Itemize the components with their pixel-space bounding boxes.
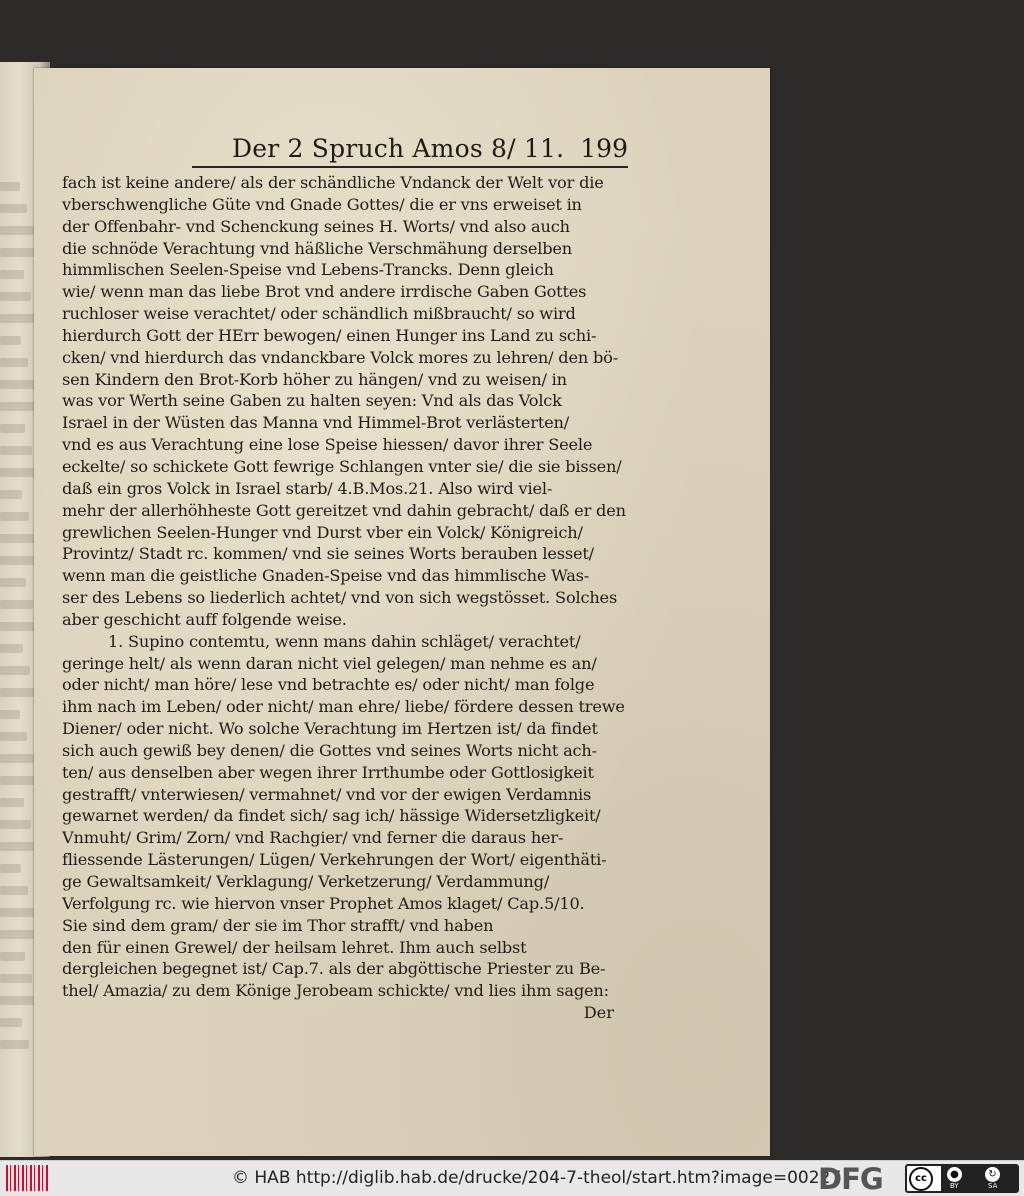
text-line: was vor Werth seine Gaben zu halten seyen: Vnd als das Volck [62, 391, 562, 411]
ghost-line [0, 688, 37, 697]
text-line: Vnmuht/ Grim/ Zorn/ vnd Rachgier/ vnd ferner die daraus her- [62, 828, 564, 848]
ghost-line [0, 974, 32, 983]
share-alike-icon: ↻ [985, 1167, 1000, 1182]
text-line: vnd es aus Verachtung eine lose Speise hiessen/ davor ihrer Seele [62, 435, 593, 455]
cc-license-badge[interactable] [905, 1164, 1019, 1193]
running-head: Der 2 Spruch Amos 8/ 11. [232, 134, 565, 163]
text-line: geringe helt/ als wenn daran nicht viel gelegen/ man nehme es an/ [62, 653, 597, 673]
text-line: dergleichen begegnet ist/ Cap.7. als der abgöttische Priester zu Be- [62, 959, 606, 979]
ghost-line [0, 204, 27, 213]
body-text [62, 172, 628, 1002]
text-line: eckelte/ so schickete Gott fewrige Schlangen vnter sie/ die sie bissen/ [62, 456, 622, 476]
text-line: ser des Lebens so liederlich achtet/ vnd von sich wegstösset. Solches [62, 588, 618, 608]
ghost-line [0, 864, 21, 873]
ghost-line [0, 908, 35, 917]
ghost-line [0, 490, 22, 499]
text-line: vberschwengliche Güte vnd Gnade Gottes/ die er vns erweiset in [62, 194, 582, 214]
ghost-line [0, 358, 28, 367]
ghost-line [0, 666, 30, 675]
cc-icon: cc [909, 1167, 933, 1191]
text-line: sich auch gewiß bey denen/ die Gottes vnd seines Worts nicht ach- [62, 740, 597, 760]
ghost-line [0, 1018, 22, 1027]
ghost-line [0, 798, 24, 807]
ghost-line [0, 644, 23, 653]
text-line: Provintz/ Stadt rc. kommen/ vnd sie seines Worts berauben lesset/ [62, 544, 594, 564]
text-line: Sie sind dem gram/ der sie im Thor strafft/ vnd haben [62, 915, 494, 935]
page-header [192, 132, 628, 168]
cc-attributes [941, 1166, 1017, 1191]
ghost-line [0, 380, 35, 389]
ghost-line [0, 512, 29, 521]
catchword-row [62, 1002, 628, 1024]
ghost-line [0, 336, 21, 345]
text-line: Verfolgung rc. wie hiervon vnser Prophet Amos klaget/ Cap.5/10. [62, 893, 585, 913]
text-line: 1. Supino contemtu, wenn mans dahin schläget/ verachtet/ [108, 631, 581, 651]
dfg-logo: DFG [818, 1162, 883, 1196]
text-line: oder nicht/ man höre/ lese vnd betrachte es/ oder nicht/ man folge [62, 675, 595, 695]
ghost-line [0, 270, 24, 279]
text-line: gewarnet werden/ da findet sich/ sag ich/ hässige Widersetzligkeit/ [62, 806, 601, 826]
text-line: cken/ vnd hierdurch das vndanckbare Volck mores zu lehren/ den bö- [62, 347, 618, 367]
ghost-line [0, 1040, 29, 1049]
text-line: ge Gewaltsamkeit/ Verklagung/ Verketzerung/ Verdammung/ [62, 872, 550, 891]
text-line: himmlischen Seelen-Speise vnd Lebens-Trancks. Denn gleich [62, 260, 554, 280]
person-icon: ● [947, 1167, 962, 1182]
text-line: fach ist keine andere/ als der schändliche Vndanck der Welt vor die [62, 173, 604, 192]
text-line: die schnöde Verachtung vnd häßliche Verschmähung derselben [62, 238, 573, 258]
ghost-line [0, 820, 31, 829]
page-content [62, 132, 628, 1024]
footer-bar [0, 1160, 1024, 1196]
ghost-line [0, 754, 34, 763]
text-line: mehr der allerhöhheste Gott gereitzet vnd dahin gebracht/ daß er den [62, 500, 626, 520]
ghost-line [0, 710, 20, 719]
text-line: Israel in der Wüsten das Manna vnd Himmel-Brot verlästerten/ [62, 413, 569, 433]
book-page [34, 68, 770, 1156]
ghost-line [0, 732, 27, 741]
by-label: BY [950, 1182, 959, 1190]
text-line: thel/ Amazia/ zu dem Könige Jerobeam schickte/ vnd lies ihm sagen: [62, 981, 609, 1001]
ghost-line [0, 842, 38, 851]
ghost-line [0, 600, 33, 609]
barcode-icon [6, 1165, 48, 1191]
text-line: grewlichen Seelen-Hunger vnd Durst vber ein Volck/ Königreich/ [62, 522, 583, 542]
text-line: hierdurch Gott der HErr bewogen/ einen Hunger ins Land zu schi- [62, 325, 597, 345]
sa-label: SA [988, 1182, 998, 1190]
ghost-line [0, 182, 20, 191]
ghost-line [0, 292, 31, 301]
text-line: aber geschicht auff folgende weise. [62, 609, 347, 629]
ghost-line [0, 534, 36, 543]
text-line: ruchloser weise verachtet/ oder schändlich mißbraucht/ so wird [62, 304, 576, 324]
page-number: 199 [580, 134, 628, 163]
ghost-line [0, 578, 26, 587]
ghost-line [0, 226, 34, 235]
text-line: fliessende Lästerungen/ Lügen/ Verkehrungen der Wort/ eigenthäti- [62, 850, 607, 870]
ghost-line [0, 886, 28, 895]
text-line: daß ein gros Volck in Israel starb/ 4.B.Mos.21. Also wird viel- [62, 478, 553, 498]
text-line: der Offenbahr- vnd Schenckung seines H. Worts/ vnd also auch [62, 216, 570, 236]
text-line: den für einen Grewel/ der heilsam lehret. Ihm auch selbst [62, 937, 527, 957]
text-line: Diener/ oder nicht. Wo solche Verachtung im Hertzen ist/ da findet [62, 719, 598, 739]
ghost-line [0, 446, 32, 455]
text-line: wenn man die geistliche Gnaden-Speise vnd das himmlische Was- [62, 566, 590, 586]
catchword: Der [583, 1003, 614, 1023]
text-line: ihm nach im Leben/ oder nicht/ man ehre/ liebe/ fördere dessen trewe [62, 697, 625, 717]
text-line: wie/ wenn man das liebe Brot vnd andere irrdische Gaben Gottes [62, 282, 587, 302]
copyright-link[interactable]: © HAB http://diglib.hab.de/drucke/204-7-theol/start.htm?image=00227 [232, 1168, 842, 1188]
text-line: sen Kindern den Brot-Korb höher zu hängen/ vnd zu weisen/ in [62, 369, 567, 389]
text-line: ten/ aus denselben aber wegen ihrer Irrthumbe oder Gottlosigkeit [62, 762, 594, 782]
text-line: gestrafft/ vnterwiesen/ vermahnet/ vnd vor der ewigen Verdamnis [62, 784, 592, 804]
ghost-line [0, 952, 25, 961]
ghost-line [0, 314, 38, 323]
ghost-line [0, 424, 25, 433]
